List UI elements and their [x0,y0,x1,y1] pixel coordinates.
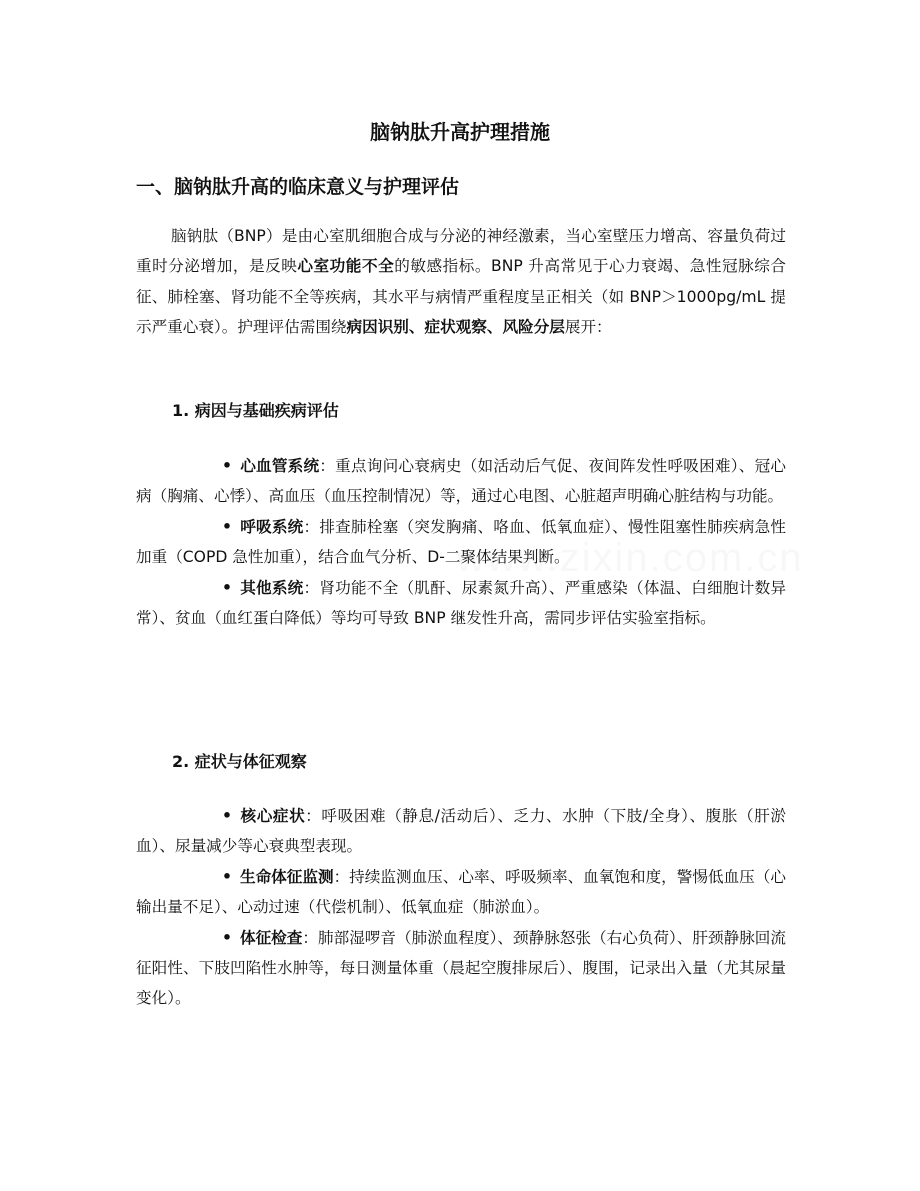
list-item-term: 呼吸系统 [239,517,304,536]
list-item-term: 其他系统 [239,578,304,597]
list-item [136,923,786,1014]
list-item-text: ：排查肺栓塞（突发胸痛、咯血、低氧血症）、慢性阻塞性肺疾病急性加重（COPD 急性加重），结合血气分析、D-二聚体结果判断。 [136,517,786,567]
bullet-dot-icon: • [222,517,232,536]
intro-text-2: 的敏感指标。BNP 升高常见于心力衰竭、急性冠脉综合征、肺栓塞、肾功能不全等疾病，其水平与病情严重程度呈正相关（如 BNP＞1000pg/mL 提示严重心衰）。护理评估需围绕 [136,257,786,337]
list-item [136,801,786,862]
intro-text-3: 展开： [564,318,612,337]
list-item [136,512,786,573]
bullet-dot-icon: • [222,457,232,475]
intro-bold-1: 心室功能不全 [297,257,395,276]
list-item-term: 体征检查 [239,928,303,947]
list-item-text: ：呼吸困难（静息/活动后）、乏力、水肿（下肢/全身）、腹胀（肝淤血）、尿量减少等心衰典型表现。 [136,807,786,856]
list-item-term: 核心症状 [239,807,306,825]
list-item [136,862,786,923]
subsection-heading-symptoms: 2. 症状与体征观察 [172,752,307,771]
intro-bold-2: 病因识别、症状观察、风险分层 [346,318,565,337]
intro-paragraph [136,221,786,343]
bullet-dot-icon: • [222,578,232,597]
bullet-dot-icon: • [222,867,232,886]
list-item-text: ：肾功能不全（肌酐、尿素氮升高）、严重感染（体温、白细胞计数异常）、贫血（血红蛋白降低）等均可导致 BNP 继发性升高，需同步评估实验室指标。 [136,578,786,628]
section-heading: 一、脑钠肽升高的临床意义与护理评估 [136,176,460,198]
bullet-dot-icon: • [222,928,232,947]
bullet-dot-icon: • [222,807,232,825]
subsection-heading-etiology: 1. 病因与基础疾病评估 [172,401,339,420]
list-item [136,451,786,512]
bullet-list-symptoms [136,801,786,1014]
document-title: 脑钠肽升高护理措施 [370,120,550,144]
list-item-term: 生命体征监测 [239,867,334,886]
list-item-term: 心血管系统 [239,457,320,475]
list-item-text: ：肺部湿啰音（肺淤血程度）、颈静脉怒张（右心负荷）、肝颈静脉回流征阳性、下肢凹陷性水肿等，每日测量体重（晨起空腹排尿后）、腹围，记录出入量（尤其尿量变化）。 [136,928,786,1008]
list-item-text: ：重点询问心衰病史（如活动后气促、夜间阵发性呼吸困难）、冠心病（胸痛、心悸）、高血压（血压控制情况）等，通过心电图、心脏超声明确心脏结构与功能。 [136,457,786,506]
bullet-list-etiology [136,451,786,633]
list-item [136,573,786,634]
intro-text-1: 脑钠肽（BNP）是由心室肌细胞合成与分泌的神经激素，当心室壁压力增高、容量负荷过重时分泌增加，是反映 [136,227,786,276]
list-item-text: ：持续监测血压、心率、呼吸频率、血氧饱和度，警惕低血压（心输出量不足）、心动过速（代偿机制）、低氧血症（肺淤血）。 [136,867,786,917]
